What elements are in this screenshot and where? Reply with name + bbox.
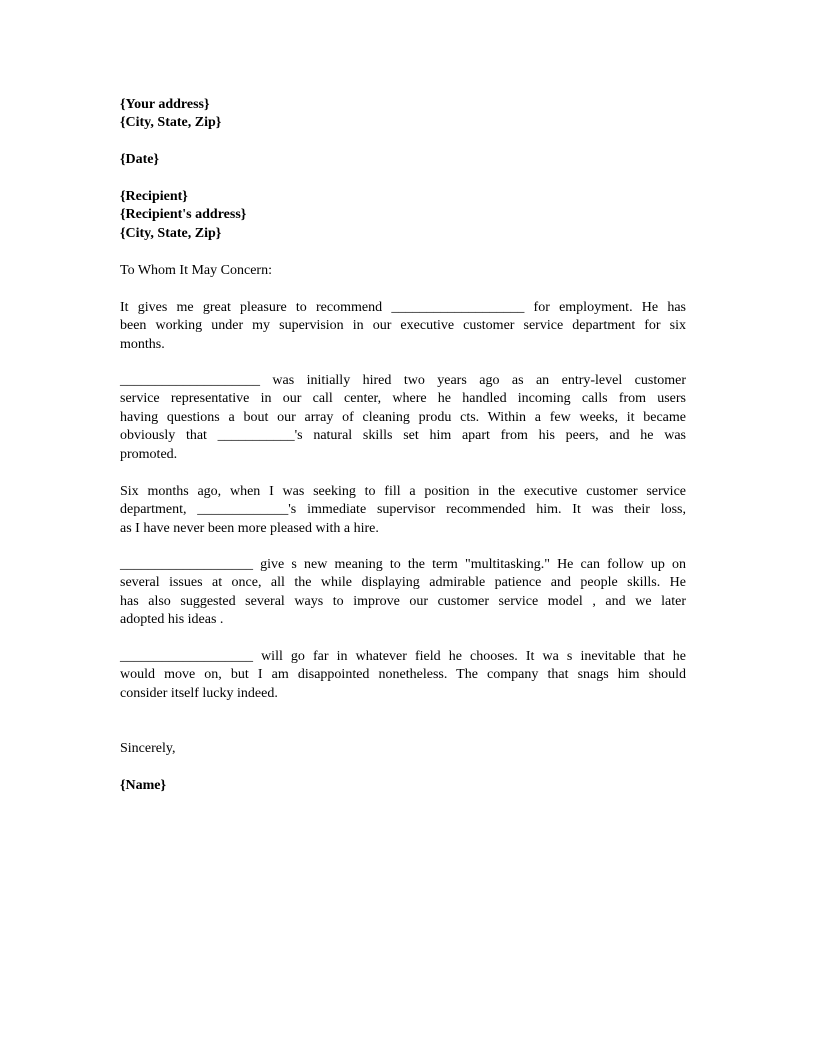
sender-address: {Your address} — [120, 97, 210, 112]
body-paragraph-2 — [120, 372, 686, 464]
paragraph-line: several issues at once, all the while displaying admirable patience and people skills. He — [120, 575, 686, 591]
paragraph-line: service representative in our call center, where he handled incoming calls from users — [120, 391, 686, 407]
paragraph-line: been working under my supervision in our executive customer service department for six — [120, 318, 686, 334]
paragraph-line: has also suggested several ways to improve our customer service model , and we later — [120, 593, 686, 609]
paragraph-line: ___________________ will go far in whatever field he chooses. It wa s inevitable that he — [120, 649, 686, 664]
recipient-block — [120, 188, 686, 243]
salutation-block — [120, 262, 686, 280]
paragraph-line: as I have never been more pleased with a hire. — [120, 520, 379, 536]
paragraph-line: months. — [120, 336, 165, 352]
signature-block — [120, 777, 686, 795]
paragraph-line: would move on, but I am disappointed nonetheless. The company that snags him should — [120, 667, 686, 683]
recipient-city-state-zip: {City, State, Zip} — [120, 225, 222, 241]
sender-block — [120, 96, 686, 133]
paragraph-line: ___________________ give s new meaning to the term "multitasking." He can follow up on — [120, 557, 686, 572]
letter-date: {Date} — [120, 152, 160, 167]
paragraph-line: Six months ago, when I was seeking to fill a position in the executive customer service — [120, 484, 686, 499]
paragraph-line: obviously that ___________'s natural skills set him apart from his peers, and he was — [120, 428, 686, 444]
body-paragraph-3 — [120, 483, 686, 538]
recipient-name: {Recipient} — [120, 189, 188, 204]
paragraph-line: consider itself lucky indeed. — [120, 685, 278, 701]
body-paragraph-4 — [120, 556, 686, 630]
paragraph-line: adopted his ideas . — [120, 612, 224, 628]
paragraph-line: department, _____________'s immediate supervisor recommended him. It was their loss, — [120, 502, 686, 518]
paragraph-line: ____________________ was initially hired two years ago as an entry-level customer — [120, 373, 686, 388]
sender-city-state-zip: {City, State, Zip} — [120, 115, 222, 131]
paragraph-line: It gives me great pleasure to recommend ___________________ for employment. He has — [120, 300, 686, 315]
closing: Sincerely, — [120, 741, 176, 756]
date-block — [120, 151, 686, 169]
recipient-address: {Recipient's address} — [120, 207, 247, 223]
closing-block — [120, 740, 686, 758]
signature-name: {Name} — [120, 778, 167, 793]
salutation: To Whom It May Concern: — [120, 263, 272, 278]
paragraph-line: having questions a bout our array of cleaning produ cts. Within a few weeks, it became — [120, 409, 686, 425]
body-paragraph-5 — [120, 648, 686, 703]
body-paragraph-1 — [120, 299, 686, 354]
paragraph-line: promoted. — [120, 446, 178, 462]
